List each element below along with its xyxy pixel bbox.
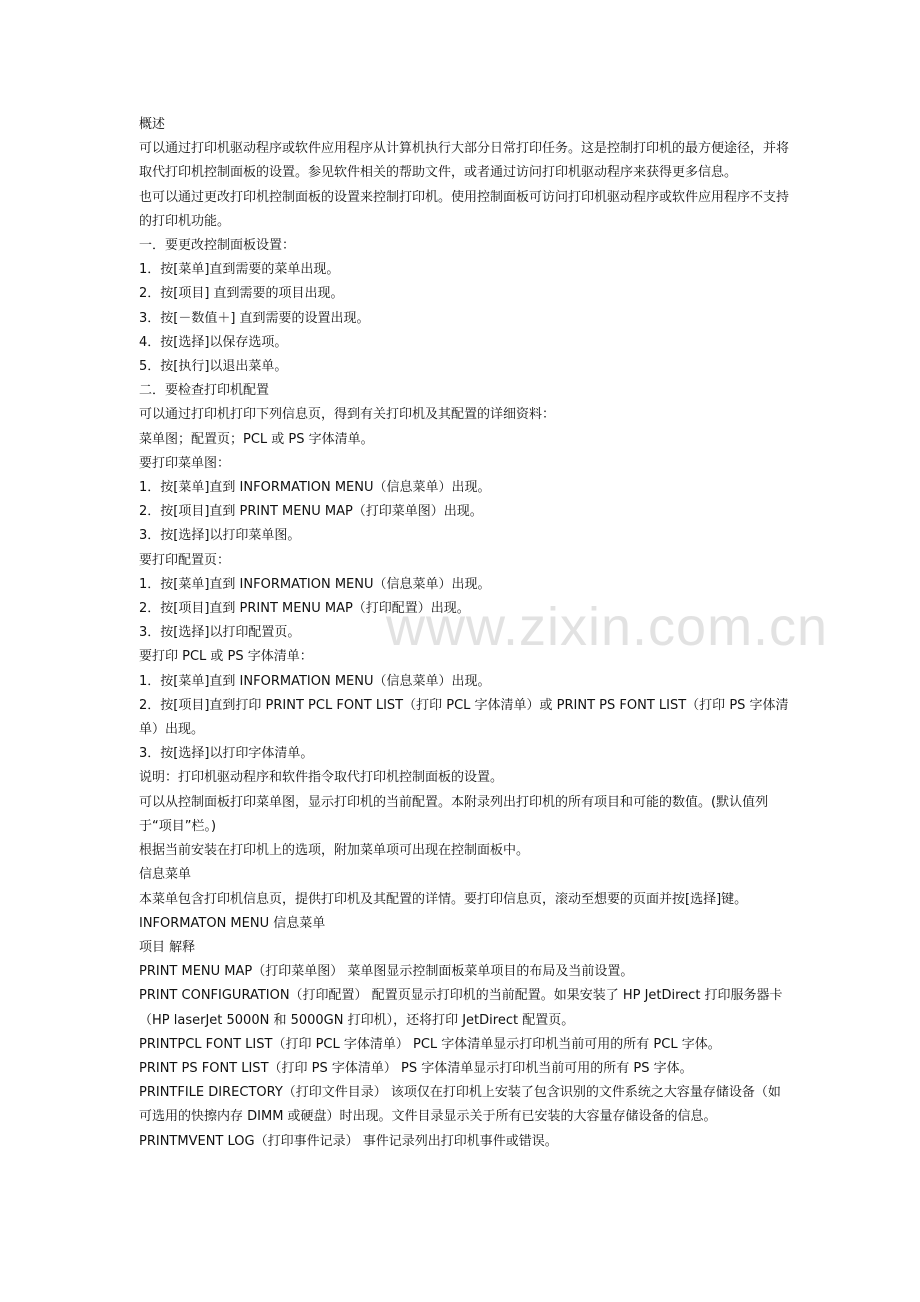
paragraph: 菜单图；配置页；PCL 或 PS 字体清单。 <box>139 431 374 447</box>
step-item: 3．按[选择]以打印配置页。 <box>139 625 301 641</box>
watermark: www.zixin.com.cn <box>386 597 829 657</box>
menu-title: INFORMATON MENU 信息菜单 <box>139 915 326 931</box>
paragraph: 也可以通过更改打印机控制面板的设置来控制打印机。使用控制面板可访问打印机驱动程序或软件应用程序不支持的打印机功能。 <box>139 189 790 229</box>
sub-heading: 要打印配置页： <box>139 552 231 568</box>
paragraph: 本菜单包含打印机信息页，提供打印机及其配置的详情。要打印信息页，滚动至想要的页面并按[选择]键。 <box>139 891 748 907</box>
step-item: 2．按[项目]直到 PRINT MENU MAP（打印配置）出现。 <box>139 601 470 617</box>
table-header: 项目 解释 <box>139 939 196 955</box>
sub-heading: 要打印 PCL 或 PS 字体清单： <box>139 649 313 665</box>
step-item: 3．按[－数值＋] 直到需要的设置出现。 <box>139 310 370 326</box>
step-item: 3．按[选择]以打印字体清单。 <box>139 746 314 762</box>
menu-item-entry: PRINT PS FONT LIST（打印 PS 字体清单） PS 字体清单显示打印机当前可用的所有 PS 字体。 <box>139 1060 693 1076</box>
step-item: 5．按[执行]以退出菜单。 <box>139 359 288 375</box>
menu-item-entry: PRINT MENU MAP（打印菜单图） 菜单图显示控制面板菜单项目的布局及当前设置。 <box>139 964 634 980</box>
section-heading-overview: 概述 <box>139 117 166 132</box>
sub-heading: 要打印菜单图： <box>139 455 231 471</box>
menu-item-entry: PRINTMVENT LOG（打印事件记录） 事件记录列出打印机事件或错误。 <box>139 1133 558 1149</box>
document-body <box>139 113 789 1154</box>
note-paragraph: 说明：打印机驱动程序和软件指令取代打印机控制面板的设置。 <box>139 770 504 786</box>
step-item: 2．按[项目]直到 PRINT MENU MAP（打印菜单图）出现。 <box>139 504 483 520</box>
menu-item-entry: PRINTPCL FONT LIST（打印 PCL 字体清单） PCL 字体清单显示打印机当前可用的所有 PCL 字体。 <box>139 1036 721 1052</box>
step-item: 2．按[项目]直到打印 PRINT PCL FONT LIST（打印 PCL 字体清单）或 PRINT PS FONT LIST（打印 PS 字体清单）出现。 <box>139 697 789 738</box>
step-item: 1．按[菜单]直到 INFORMATION MENU（信息菜单）出现。 <box>139 480 491 496</box>
step-item: 3．按[选择]以打印菜单图。 <box>139 528 301 544</box>
step-item: 1．按[菜单]直到 INFORMATION MENU（信息菜单）出现。 <box>139 673 491 689</box>
section-heading: 一．要更改控制面板设置： <box>139 238 296 254</box>
step-item: 1．按[菜单]直到需要的菜单出现。 <box>139 262 340 278</box>
paragraph: 可以通过打印机打印下列信息页，得到有关打印机及其配置的详细资料： <box>139 407 556 423</box>
paragraph: 可以从控制面板打印菜单图，显示打印机的当前配置。本附录列出打印机的所有项目和可能的数值。(默认值列于“项目”栏。) <box>139 794 769 834</box>
menu-item-entry: PRINT CONFIGURATION（打印配置） 配置页显示打印机的当前配置。如果安装了 HP JetDirect 打印服务器卡（HP laserJet 5000N 和 5000GN 打印机），还将打印 JetDirect 配置页。 <box>139 988 783 1028</box>
paragraph: 根据当前安装在打印机上的选项，附加菜单项可出现在控制面板中。 <box>139 843 530 859</box>
paragraph: 可以通过打印机驱动程序或软件应用程序从计算机执行大部分日常打印任务。这是控制打印机的最方便途径，并将取代打印机控制面板的设置。参见软件相关的帮助文件，或者通过访问打印机驱动程序来获得更多信息。 <box>139 141 790 181</box>
step-item: 4．按[选择]以保存选项。 <box>139 334 288 350</box>
step-item: 2．按[项目] 直到需要的项目出现。 <box>139 286 344 302</box>
step-item: 1．按[菜单]直到 INFORMATION MENU（信息菜单）出现。 <box>139 576 491 592</box>
menu-item-entry: PRINTFILE DIRECTORY（打印文件目录） 该项仅在打印机上安装了包含识别的文件系统之大容量存储设备（如可选用的快擦内存 DIMM 或硬盘）时出现。文件目录显示关于所有已安装的大容量存储设备的信息。 <box>139 1085 781 1125</box>
section-heading: 信息菜单 <box>139 867 192 883</box>
section-heading: 二．要检查打印机配置 <box>139 383 270 399</box>
